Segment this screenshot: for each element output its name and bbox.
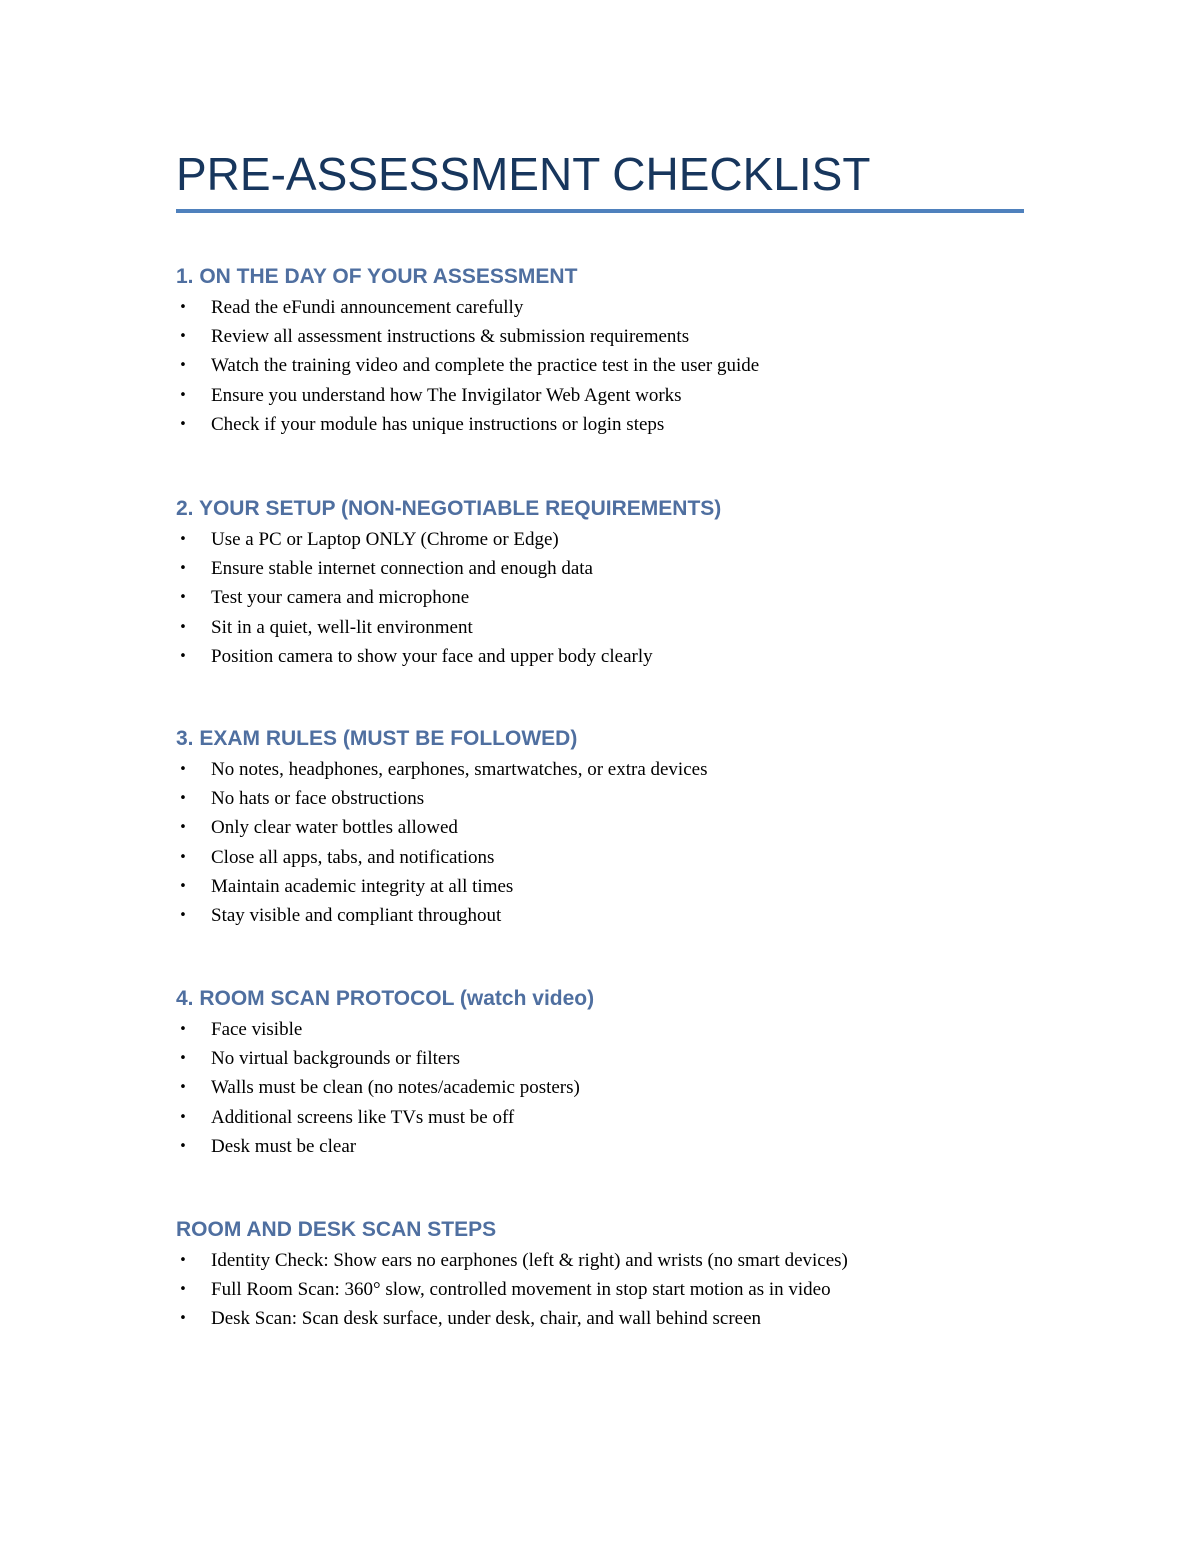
list-item-text: Ensure you understand how The Invigilator Web Agent works xyxy=(211,384,682,406)
list-item xyxy=(176,351,1036,380)
list-item xyxy=(176,583,1036,612)
list-item xyxy=(176,813,1036,842)
list-item xyxy=(176,1132,1036,1161)
list-item xyxy=(176,1246,1036,1275)
section-heading: ROOM AND DESK SCAN STEPS xyxy=(176,1218,497,1241)
list-item xyxy=(176,554,1036,583)
section-heading: 3. EXAM RULES (MUST BE FOLLOWED) xyxy=(176,727,578,750)
bullet-icon: • xyxy=(179,1022,187,1037)
list-item-text: No virtual backgrounds or filters xyxy=(211,1048,461,1070)
section-heading: 4. ROOM SCAN PROTOCOL (watch video) xyxy=(176,987,595,1010)
list-item-text: No notes, headphones, earphones, smartwatches, or extra devices xyxy=(211,759,708,780)
list-item-text: Read the eFundi announcement carefully xyxy=(211,297,524,318)
checklist xyxy=(176,1246,1036,1334)
section-room-scan-protocol xyxy=(176,983,1036,1161)
bullet-icon: • xyxy=(179,1051,187,1067)
list-item xyxy=(176,1015,1036,1044)
list-item xyxy=(176,1103,1036,1132)
list-item xyxy=(176,1275,1036,1304)
list-item-text: Identity Check: Show ears no earphones (left & right) and wrists (no smart devices) xyxy=(211,1250,848,1271)
page-title: PRE-ASSESSMENT CHECKLIST xyxy=(176,148,871,200)
checklist xyxy=(176,293,1036,439)
bullet-icon: • xyxy=(179,1282,187,1298)
list-item xyxy=(176,293,1036,322)
section-your-setup xyxy=(176,493,1036,671)
bullet-icon: • xyxy=(179,619,187,635)
list-item-text: Watch the training video and complete the practice test in the user guide xyxy=(211,355,760,377)
list-item-text: Ensure stable internet connection and enough data xyxy=(211,558,593,580)
section-heading: 2. YOUR SETUP (NON-NEGOTIABLE REQUIREMENTS) xyxy=(176,497,722,520)
section-room-desk-scan-steps xyxy=(176,1214,1036,1334)
list-item xyxy=(176,642,1036,671)
list-item xyxy=(176,784,1036,813)
list-item-text: Close all apps, tabs, and notifications xyxy=(211,846,495,868)
checklist xyxy=(176,755,1036,930)
bullet-icon: • xyxy=(179,416,187,432)
list-item-text: Maintain academic integrity at all times xyxy=(211,875,514,897)
bullet-icon: • xyxy=(179,791,187,807)
list-item-text: Sit in a quiet, well-lit environment xyxy=(211,616,473,638)
bullet-icon: • xyxy=(179,762,187,777)
list-item xyxy=(176,1304,1036,1333)
bullet-icon: • xyxy=(179,878,187,894)
checklist xyxy=(176,1015,1036,1161)
bullet-icon: • xyxy=(179,1109,187,1125)
bullet-icon: • xyxy=(179,532,187,547)
bullet-icon: • xyxy=(179,358,187,374)
list-item xyxy=(176,381,1036,410)
list-item-text: Full Room Scan: 360° slow, controlled movement in stop start motion as in video xyxy=(211,1279,831,1301)
bullet-icon: • xyxy=(179,1311,187,1327)
list-item-text: Desk Scan: Scan desk surface, under desk, chair, and wall behind screen xyxy=(211,1308,762,1330)
list-item-text: Test your camera and microphone xyxy=(211,587,470,609)
section-on-the-day xyxy=(176,261,1036,439)
list-item xyxy=(176,410,1036,439)
list-item-text: Face visible xyxy=(211,1019,303,1040)
list-item-text: Review all assessment instructions & submission requirements xyxy=(211,326,690,348)
list-item-text: Walls must be clean (no notes/academic posters) xyxy=(211,1077,580,1099)
bullet-icon: • xyxy=(179,648,187,664)
list-item xyxy=(176,1073,1036,1102)
list-item-text: Check if your module has unique instructions or login steps xyxy=(211,413,665,435)
bullet-icon: • xyxy=(179,1080,187,1096)
list-item xyxy=(176,872,1036,901)
list-item xyxy=(176,525,1036,554)
list-item-text: Position camera to show your face and upper body clearly xyxy=(211,645,653,667)
bullet-icon: • xyxy=(179,820,187,836)
list-item xyxy=(176,843,1036,872)
checklist xyxy=(176,525,1036,671)
bullet-icon: • xyxy=(179,907,187,923)
bullet-icon: • xyxy=(179,1253,187,1268)
bullet-icon: • xyxy=(179,329,187,345)
list-item-text: No hats or face obstructions xyxy=(211,788,425,810)
title-underline-divider xyxy=(176,209,1024,213)
section-heading: 1. ON THE DAY OF YOUR ASSESSMENT xyxy=(176,265,578,288)
bullet-icon: • xyxy=(179,561,187,577)
list-item xyxy=(176,613,1036,642)
list-item-text: Only clear water bottles allowed xyxy=(211,817,458,839)
bullet-icon: • xyxy=(179,849,187,865)
list-item-text: Stay visible and compliant throughout xyxy=(211,904,502,926)
bullet-icon: • xyxy=(179,590,187,606)
list-item xyxy=(176,322,1036,351)
bullet-icon: • xyxy=(179,300,187,315)
section-exam-rules xyxy=(176,723,1036,930)
list-item-text: Additional screens like TVs must be off xyxy=(211,1106,515,1128)
list-item xyxy=(176,755,1036,784)
list-item-text: Use a PC or Laptop ONLY (Chrome or Edge) xyxy=(211,529,559,550)
list-item xyxy=(176,1044,1036,1073)
bullet-icon: • xyxy=(179,1138,187,1154)
list-item-text: Desk must be clear xyxy=(211,1135,357,1157)
list-item xyxy=(176,901,1036,930)
bullet-icon: • xyxy=(179,387,187,403)
